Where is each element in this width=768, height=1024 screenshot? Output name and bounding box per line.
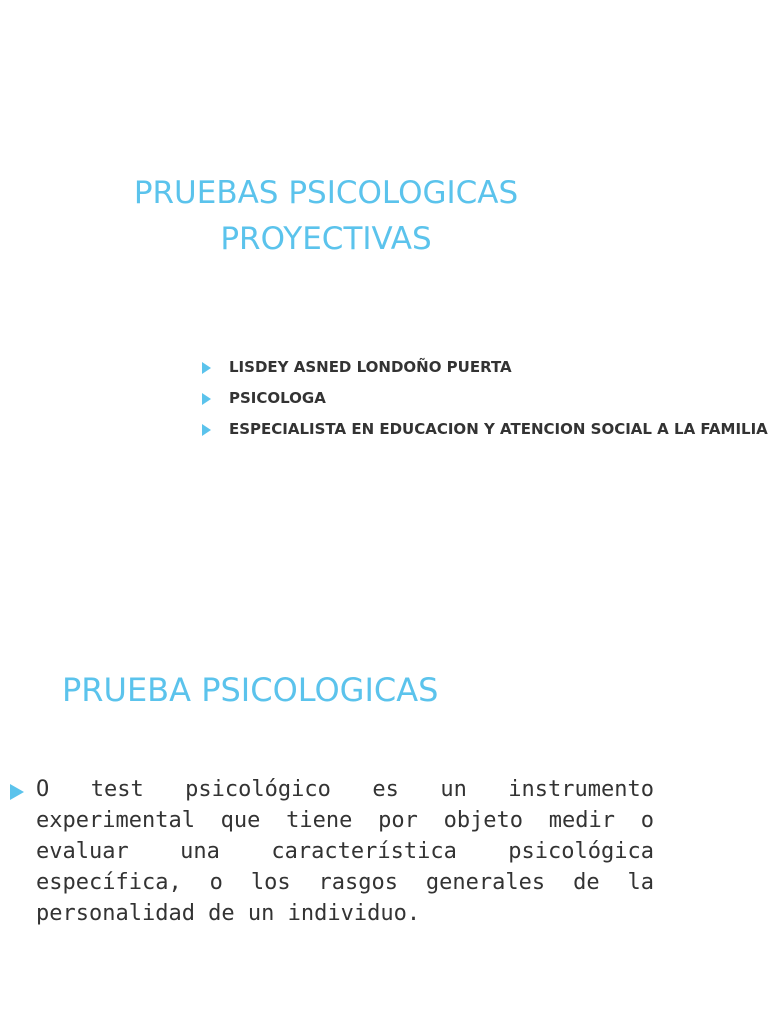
bullet-specialty [200, 416, 768, 447]
bullet-text: LISDEY ASNED LONDOÑO PUERTA [229, 358, 512, 376]
definition-paragraph: O test psicológico es un instrumento experimental que tiene por objeto medir o evaluar una característica psicológica específica, o los rasgos generales de la personalidad de un individuo. [36, 777, 654, 926]
triangle-right-icon [202, 424, 211, 436]
bullet-text: PSICOLOGA [229, 389, 326, 407]
author-bullet-list [200, 354, 768, 447]
definition-bullet [8, 774, 654, 929]
slide-1-title [40, 170, 612, 262]
slide-2-title: PRUEBA PSICOLOGICAS [62, 671, 439, 709]
slide-1-title-line-1: PRUEBAS PSICOLOGICAS [133, 175, 519, 211]
bullet-profession [200, 385, 768, 416]
triangle-right-icon [202, 393, 211, 405]
slide-1-title-line-2: PROYECTIVAS [220, 221, 432, 257]
triangle-right-icon [10, 784, 24, 800]
triangle-right-icon [202, 362, 211, 374]
bullet-text: ESPECIALISTA EN EDUCACION Y ATENCION SOCIAL A LA FAMILIA [229, 420, 768, 438]
slide-2 [0, 512, 768, 1024]
bullet-author-name [200, 354, 768, 385]
